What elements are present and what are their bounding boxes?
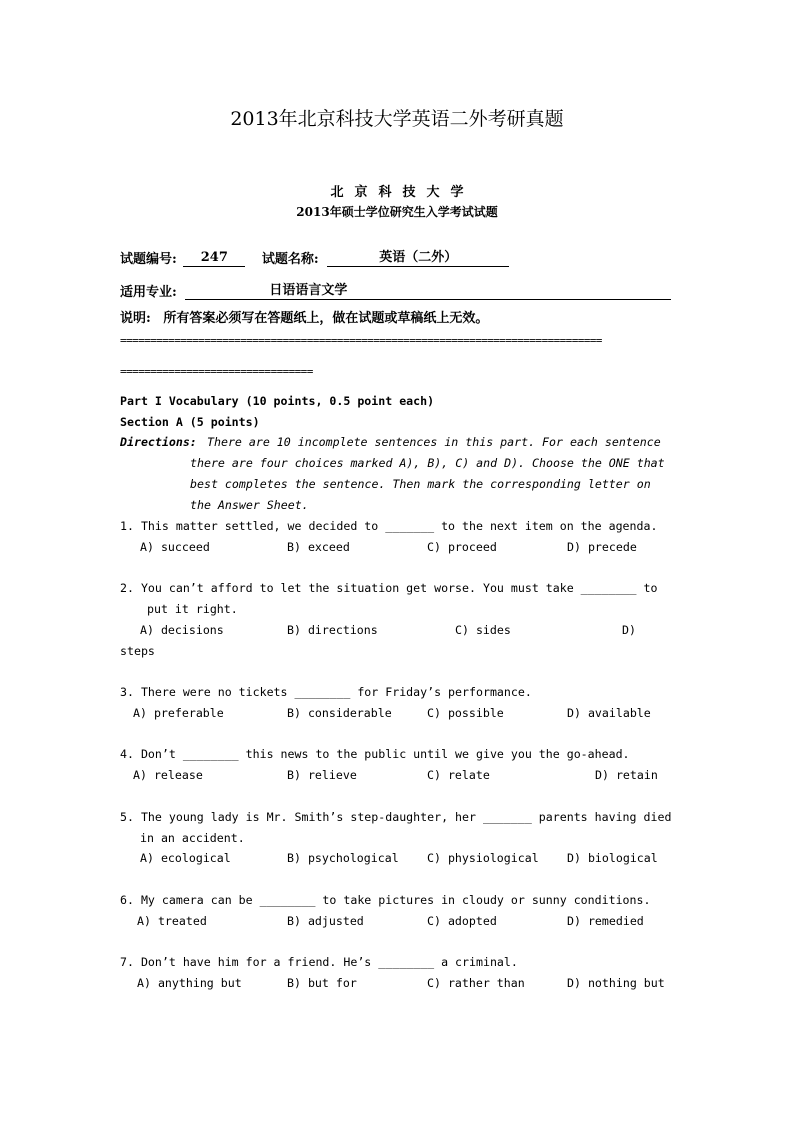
- option-d: D): [622, 623, 636, 637]
- option-c: C) adopted: [427, 914, 497, 928]
- option-d: D) available: [567, 706, 651, 720]
- option-a: A) anything but: [137, 976, 242, 990]
- section-heading: Section A (5 points): [120, 415, 260, 429]
- option-b: B) adjusted: [287, 914, 364, 928]
- option-d-text: steps: [120, 644, 155, 658]
- instruction-label: 说明:: [120, 311, 151, 326]
- instruction-row: [120, 307, 488, 326]
- directions-text: there are four choices marked A), B), C) and D). Choose the ONE that: [190, 456, 665, 470]
- major-value: 日语语言文学: [269, 283, 348, 298]
- separator-line: ================================: [120, 365, 313, 378]
- exam-code-row: [120, 248, 509, 267]
- option-d: D) remedied: [567, 914, 644, 928]
- document-title: 2013年北京科技大学英语二外考研真题: [230, 108, 564, 130]
- instruction-text: 所有答案必须写在答题纸上，做在试题或草稿纸上无效。: [163, 311, 489, 326]
- option-c: C) possible: [427, 706, 504, 720]
- part-heading: Part I Vocabulary (10 points, 0.5 point each): [120, 394, 435, 408]
- question-stem: 5. The young lady is Mr. Smith’s step-daughter, her _______ parents having died: [120, 810, 672, 824]
- option-d: D) biological: [567, 851, 658, 865]
- separator-line: ================================================================================: [120, 334, 602, 347]
- directions-text: There are 10 incomplete sentences in this part. For each sentence: [207, 435, 661, 449]
- exam-title: 2013年硕士学位研究生入学考试试题: [296, 205, 498, 219]
- major-label: 适用专业:: [120, 285, 177, 300]
- option-b: B) psychological: [287, 851, 399, 865]
- option-a: A) succeed: [140, 540, 210, 554]
- option-d: D) nothing but: [567, 976, 665, 990]
- option-a: A) preferable: [133, 706, 224, 720]
- directions-text: best completes the sentence. Then mark the corresponding letter on: [190, 477, 651, 491]
- question-stem: 2. You can’t afford to let the situation get worse. You must take ________ to: [120, 581, 658, 595]
- option-a: A) ecological: [140, 851, 231, 865]
- question-stem: 7. Don’t have him for a friend. He’s ________ a criminal.: [120, 955, 518, 969]
- option-c: C) proceed: [427, 540, 497, 554]
- directions-label: Directions:: [120, 435, 197, 449]
- question-stem: 3. There were no tickets ________ for Friday’s performance.: [120, 685, 532, 699]
- option-c: C) relate: [427, 768, 490, 782]
- question-stem-continued: put it right.: [147, 602, 238, 616]
- option-a: A) decisions: [140, 623, 224, 637]
- option-d: D) precede: [567, 540, 637, 554]
- question-stem: 4. Don’t ________ this news to the public until we give you the go-ahead.: [120, 747, 630, 761]
- option-c: C) sides: [455, 623, 511, 637]
- university-name: 北京科技大学: [330, 185, 475, 200]
- major-value-line: [185, 282, 671, 300]
- option-d: D) retain: [595, 768, 658, 782]
- option-c: C) physiological: [427, 851, 539, 865]
- question-stem: 6. My camera can be ________ to take pictures in cloudy or sunny conditions.: [120, 893, 651, 907]
- option-a: A) treated: [137, 914, 207, 928]
- major-row: [120, 281, 671, 300]
- directions-text: the Answer Sheet.: [190, 498, 309, 512]
- option-b: B) directions: [287, 623, 378, 637]
- question-stem-continued: in an accident.: [140, 831, 245, 845]
- option-a: A) release: [133, 768, 203, 782]
- exam-name-label: 试题名称:: [261, 252, 319, 267]
- option-b: B) but for: [287, 976, 357, 990]
- option-b: B) considerable: [287, 706, 392, 720]
- option-c: C) rather than: [427, 976, 525, 990]
- exam-name-value: 英语（二外）: [327, 249, 509, 267]
- option-b: B) exceed: [287, 540, 350, 554]
- option-b: B) relieve: [287, 768, 357, 782]
- question-stem: 1. This matter settled, we decided to _______ to the next item on the agenda.: [120, 519, 658, 533]
- exam-code-value: 247: [183, 249, 245, 267]
- exam-code-label: 试题编号:: [120, 252, 177, 267]
